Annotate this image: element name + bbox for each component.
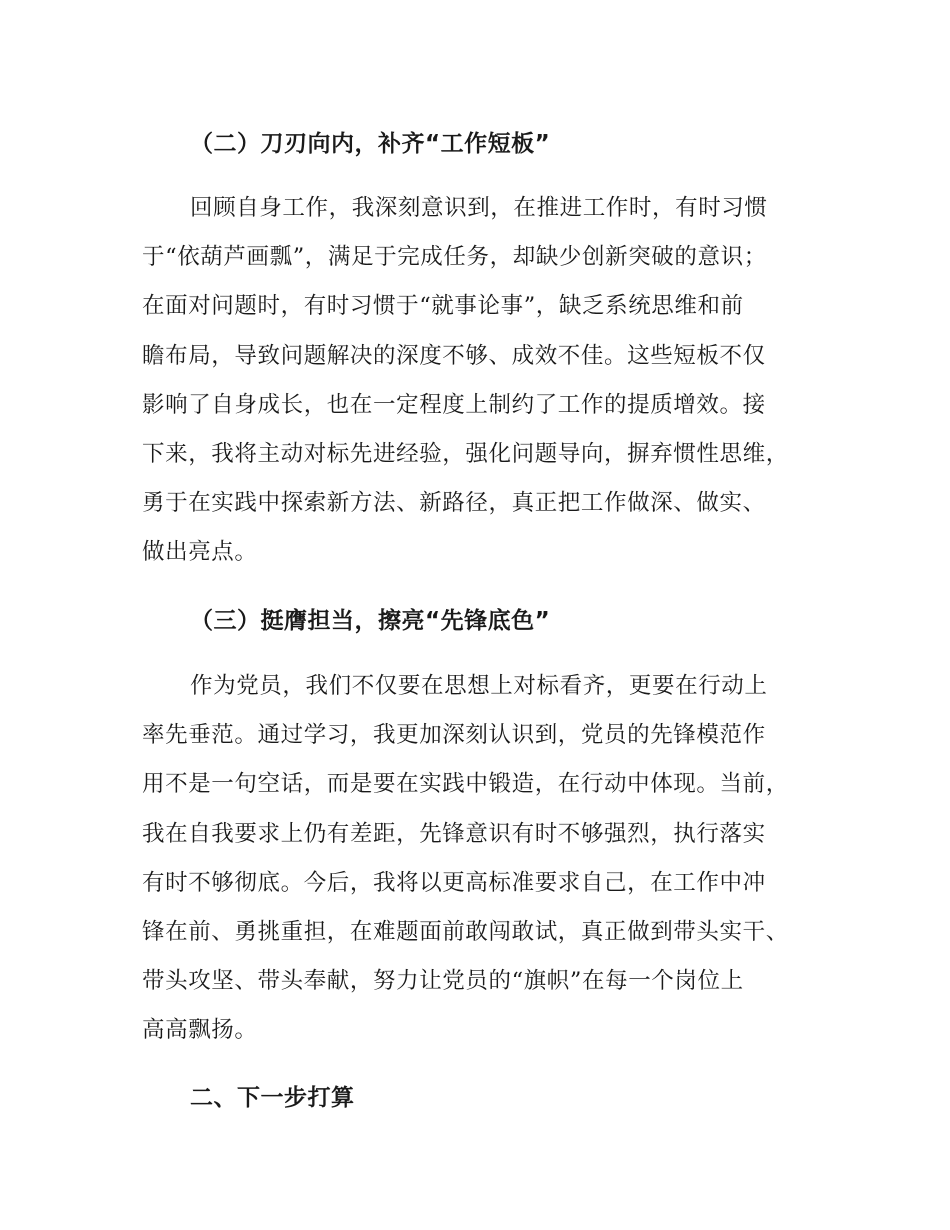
paragraph-work-shortcomings [142,184,842,578]
section-heading-3: （三）挺膺担当，擦亮“先锋底色” [190,608,551,634]
paragraph-line: 回顾自身工作，我深刻意识到，在推进工作时，有时习惯 [190,195,768,221]
paragraph-line: 锋在前、勇挑重担，在难题面前敢闯敢试，真正做到带头实干、 [142,919,789,946]
paragraph-line: 于“依葫芦画瓢”，满足于完成任务，却缺少创新突破的意识； [142,244,767,271]
paragraph-line: 勇于在实践中探索新方法、新路径，真正把工作做深、做实、 [142,490,766,517]
paragraph-line: 用不是一句空话，而是要在实践中锻造，在行动中体现。当前， [142,771,789,798]
section-heading-next-plan: 二、下一步打算 [190,1085,355,1111]
paragraph-line: 率先垂范。通过学习，我更加深刻认识到，党员的先锋模范作 [142,722,766,749]
paragraph-line: 影响了自身成长，也在一定程度上制约了工作的提质增效。接 [142,391,766,418]
section-heading-2: （二）刀刃向内，补齐“工作短板” [190,131,551,157]
paragraph-line: 我在自我要求上仍有差距，先锋意识有时不够强烈，执行落实 [142,820,766,847]
paragraph-line: 高高飘扬。 [142,1017,258,1044]
paragraph-line: 有时不够彻底。今后，我将以更高标准要求自己，在工作中冲 [142,869,766,896]
paragraph-line: 下来，我将主动对标先进经验，强化问题导向，摒弃惯性思维， [142,441,789,468]
paragraph-line: 做出亮点。 [142,539,258,566]
paragraph-line: 瞻布局，导致问题解决的深度不够、成效不佳。这些短板不仅 [142,342,766,369]
paragraph-vanguard-role [142,662,842,1056]
paragraph-line: 作为党员，我们不仅要在思想上对标看齐，更要在行动上 [190,673,768,699]
paragraph-line: 带头攻坚、带头奉献，努力让党员的“旗帜”在每一个岗位上 [142,968,744,995]
paragraph-line: 在面对问题时，有时习惯于“就事论事”，缺乏系统思维和前 [142,293,744,320]
